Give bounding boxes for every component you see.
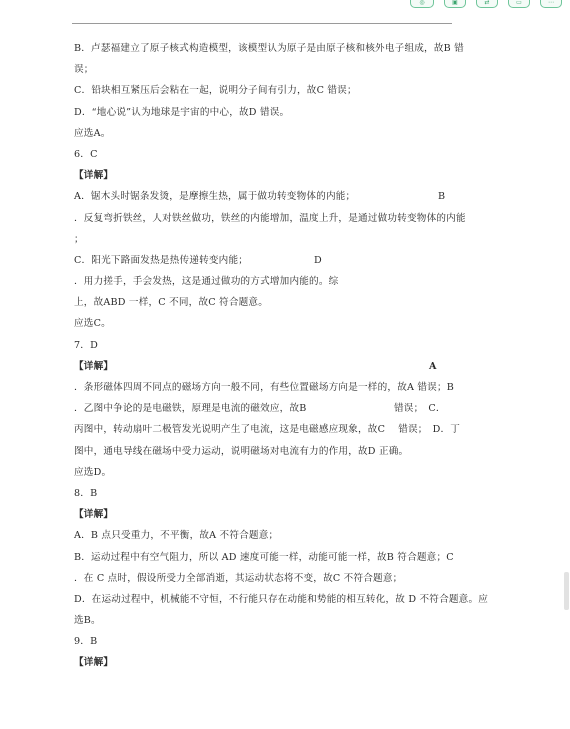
text-line [74, 59, 454, 80]
line-text: ．反复弯折铁丝，人对铁丝做功，铁丝的内能增加，温度上升，是通过做功转变物体的内能 [74, 212, 466, 224]
more-icon[interactable]: ⋯ [540, 0, 562, 8]
line-text: 9．B [74, 636, 98, 648]
line-text: 【详解】 [74, 509, 114, 521]
text-line [74, 525, 454, 546]
section-heading [74, 165, 454, 186]
line-text: A．锯木头时锯条发烫，是摩擦生热，属于做功转变物体的内能； [74, 191, 356, 203]
line-tail: A [429, 360, 437, 372]
text-line [74, 186, 454, 207]
line-text: B．运动过程中有空气阻力，所以 AD 速度可能一样，动能可能一样，故B 符合题意；C [74, 551, 454, 563]
text-line [74, 335, 454, 356]
page-icon[interactable]: ▣ [444, 0, 466, 8]
line-text: ．条形磁体四周不同点的磁场方向一般不同，有些位置磁场方向是一样的，故A 错误；B [74, 382, 454, 393]
section-heading [74, 652, 454, 673]
scrollbar[interactable] [562, 0, 570, 729]
text-line [74, 419, 461, 440]
line-text: 应选C。 [74, 318, 111, 330]
text-line [74, 123, 454, 144]
text-line [74, 377, 454, 398]
text-line [74, 610, 454, 631]
text-line [74, 38, 464, 59]
text-line [74, 589, 489, 610]
line-text: B．卢瑟福建立了原子核式构造模型，该模型认为原子是由原子核和核外电子组成，故B 错 [74, 43, 464, 54]
scrollbar-thumb[interactable] [564, 572, 569, 610]
section-heading [74, 504, 454, 525]
text-line [74, 483, 454, 504]
viewer-toolbar [410, 0, 562, 10]
line-text: C．阳光下路面发热是热传递转变内能； [74, 254, 249, 266]
line-text: 图中，通电导线在磁场中受力运动，说明磁场对电流有力的作用，故D 正确。 [74, 445, 409, 457]
text-line [74, 313, 454, 334]
line-tail: 错误； C． [394, 403, 446, 415]
section-heading [74, 356, 454, 377]
line-text: 丙图中，转动扇叶二极管发光说明产生了电流，这是电磁感应现象，故C 错误； D．丁 [74, 424, 461, 436]
text-line [74, 568, 454, 589]
line-text: 选B。 [74, 615, 101, 627]
header-rule [72, 23, 452, 24]
text-line [74, 144, 454, 165]
document-page [74, 38, 489, 674]
text-line [74, 441, 454, 462]
line-text: C．铅块相互紧压后会粘在一起，说明分子间有引力，故C 错误； [74, 85, 357, 97]
line-text: 误； [74, 64, 94, 76]
bookmark-icon[interactable]: ▭ [508, 0, 530, 8]
text-line [74, 229, 454, 250]
line-text: D．“地心说”认为地球是宇宙的中心，故D 错误。 [74, 106, 290, 118]
line-text: ．用力搓手，手会发热，这是通过做功的方式增加内能的。综 [74, 276, 339, 288]
line-text: 6．C [74, 148, 98, 160]
text-line [74, 80, 454, 101]
text-line [74, 102, 454, 123]
text-line [74, 631, 454, 652]
line-text: 【详解】 [74, 360, 114, 372]
line-text: 应选D。 [74, 466, 112, 478]
line-tail: D [314, 254, 322, 266]
line-text: 【详解】 [74, 170, 114, 182]
text-line [74, 398, 454, 419]
line-text: 应选A。 [74, 127, 111, 139]
line-text: 8．B [74, 487, 98, 499]
line-text: ．乙图中争论的是电磁铁，原理是电流的磁效应，故B [74, 403, 307, 415]
text-line [74, 292, 454, 313]
text-line [74, 208, 466, 229]
line-text: D．在运动过程中，机械能不守恒，不行能只存在动能和势能的相互转化，故 D 不符合题意。应 [74, 593, 489, 605]
line-text: 上，故ABD 一样，C 不同，故C 符合题意。 [74, 297, 269, 309]
text-line [74, 271, 454, 292]
line-text: ．在 C 点时，假设所受力全部消逝，其运动状态将不变，故C 不符合题意； [74, 572, 403, 584]
line-text: ； [74, 233, 84, 245]
line-text: 7．D [74, 339, 98, 351]
line-tail: B [438, 191, 446, 203]
text-line [74, 462, 454, 483]
text-line [74, 250, 454, 271]
share-icon[interactable]: ⇄ [476, 0, 498, 8]
line-text: A．B 点只受重力，不平衡，故A 不符合题意； [74, 530, 279, 542]
text-line [74, 547, 454, 568]
search-icon[interactable]: ◎ [410, 0, 434, 8]
line-text: 【详解】 [74, 657, 114, 669]
